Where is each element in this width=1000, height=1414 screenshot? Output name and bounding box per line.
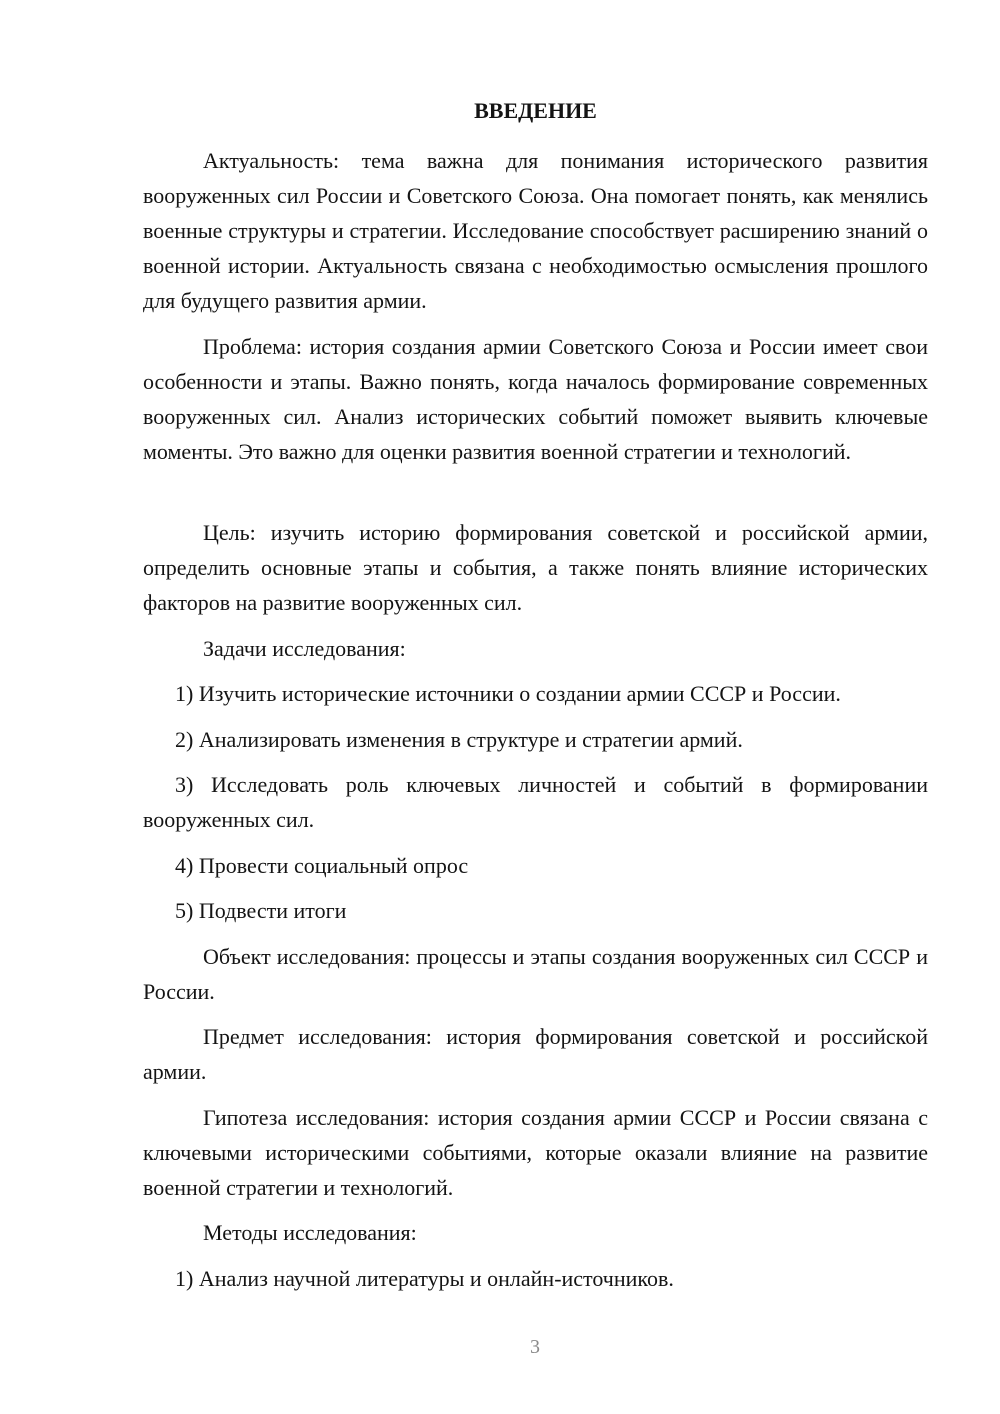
list-item-task-1: 1) Изучить исторические источники о создании армии СССР и России. (175, 681, 841, 706)
paragraph-goal: Цель: изучить историю формирования советской и российской армии, определить основные этапы и события, а также понять влияние исторических факторов на развитие вооруженных сил. (143, 520, 928, 615)
list-item-task-5: 5) Подвести итоги (175, 898, 347, 923)
paragraph-subject: Предмет исследования: история формирования советской и российской армии. (143, 1024, 928, 1084)
section-title: ВВЕДЕНИЕ (474, 98, 597, 123)
list-item-task-3: 3) Исследовать роль ключевых личностей и событий в формировании вооруженных сил. (143, 772, 928, 832)
paragraph-object: Объект исследования: процессы и этапы создания вооруженных сил СССР и России. (143, 944, 928, 1004)
paragraph-relevance: Актуальность: тема важна для понимания исторического развития вооруженных сил России и Советского Союза. Она помогает понять, как менялись военные структуры и стратегии. Исследование способствует расширению знаний о военной истории. Актуальность связана с необходимостью осмысления прошлого для будущего развития армии. (143, 148, 928, 313)
list-item-method-1: 1) Анализ научной литературы и онлайн-источников. (175, 1266, 674, 1291)
paragraph-methods-heading: Методы исследования: (203, 1220, 417, 1245)
paragraph-problem: Проблема: история создания армии Советского Союза и России имеет свои особенности и этапы. Важно понять, когда началось формирование современных вооруженных сил. Анализ исторических событий поможет выявить ключевые моменты. Это важно для оценки развития военной стратегии и технологий. (143, 334, 928, 464)
list-item-task-4: 4) Провести социальный опрос (175, 853, 469, 878)
list-item-task-2: 2) Анализировать изменения в структуре и стратегии армий. (175, 727, 743, 752)
paragraph-hypothesis: Гипотеза исследования: история создания армии СССР и России связана с ключевыми историческими событиями, которые оказали влияние на развитие военной стратегии и технологий. (143, 1105, 928, 1200)
page-number: 3 (530, 1336, 540, 1358)
paragraph-tasks-heading: Задачи исследования: (203, 636, 406, 661)
